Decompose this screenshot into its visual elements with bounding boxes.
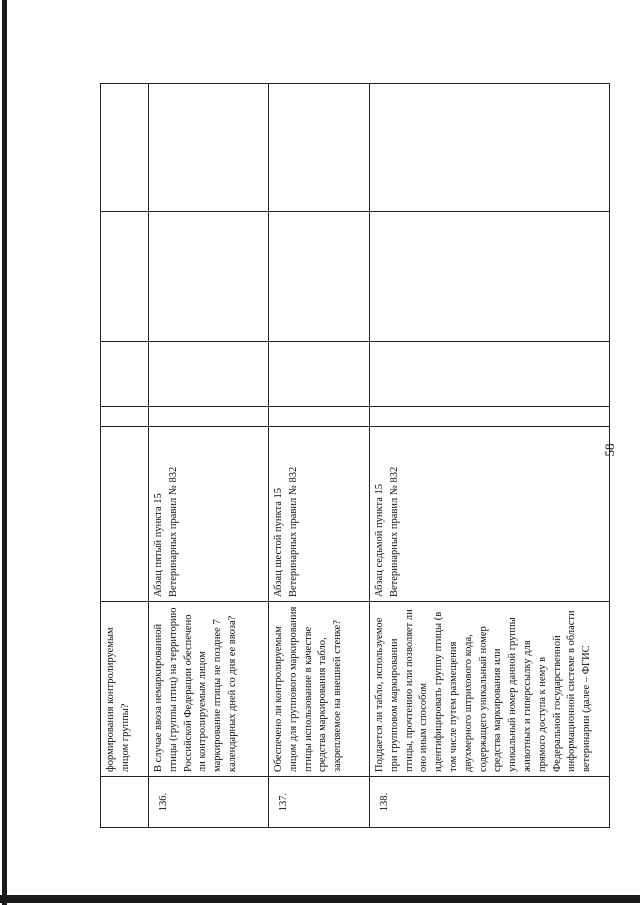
answer-cell xyxy=(269,212,369,342)
answer-cell xyxy=(370,342,609,407)
note-cell xyxy=(269,82,369,212)
answer-cell xyxy=(370,407,609,427)
question-cell: Поддается ли табло, используемое при групповом маркировании птицы, прочтению или позволяет ли оно иным способом идентифицировать группу птицы (в том числе путем размещения двухмерного штрихового кода, содержащего уникальный номер средства маркирования или уникальный номер данной группы животных и гиперссылку для прямого доступа к нему в Федеральной государственной информационной системе в области ветеринарии (далее – ФГИС xyxy=(370,602,609,777)
row-number: 138. xyxy=(379,792,390,812)
row-number: 137. xyxy=(278,792,289,812)
table-row xyxy=(369,83,610,828)
answer-cell xyxy=(149,212,268,342)
table-row xyxy=(268,83,370,828)
question-cell: Обеспечено ли контролируемым лицом для группового маркирования птицы использование в качестве средства маркирования табло, закрепляемое на внешней стенке? xyxy=(269,602,369,777)
answer-cell xyxy=(149,342,268,407)
answer-cell xyxy=(101,407,148,427)
question-cell: В случае ввоза немаркированной птицы (группы птиц) на территорию Российской Федерации обеспечено ли контролируемым лицом маркирование птицы не позднее 7 календарных дней со дня ее ввоза? xyxy=(149,602,268,777)
checklist-table xyxy=(100,83,610,828)
note-cell xyxy=(370,82,609,212)
scan-border-left xyxy=(2,0,7,905)
note-cell xyxy=(101,82,148,212)
answer-cell xyxy=(269,342,369,407)
answer-cell xyxy=(149,407,268,427)
reference-cell xyxy=(101,427,148,602)
answer-cell xyxy=(370,212,609,342)
reference-cell: Абзац пятый пункта 15 Ветеринарных правил № 832 xyxy=(149,427,268,602)
answer-cell xyxy=(101,212,148,342)
question-cell: формирования контролируемым лицом группы? xyxy=(101,602,148,777)
table-row xyxy=(100,83,149,828)
row-number xyxy=(101,777,148,827)
answer-cell xyxy=(101,342,148,407)
row-number: 136. xyxy=(158,792,169,812)
scan-border-bottom xyxy=(0,895,640,903)
answer-cell xyxy=(269,407,369,427)
page-number: 58 xyxy=(602,443,617,457)
reference-cell: Абзац седьмой пункта 15 Ветеринарных правил № 832 xyxy=(370,427,609,602)
table-row xyxy=(148,83,269,828)
note-cell xyxy=(149,82,268,212)
reference-cell: Абзац шестой пункта 15 Ветеринарных правил № 832 xyxy=(269,427,369,602)
